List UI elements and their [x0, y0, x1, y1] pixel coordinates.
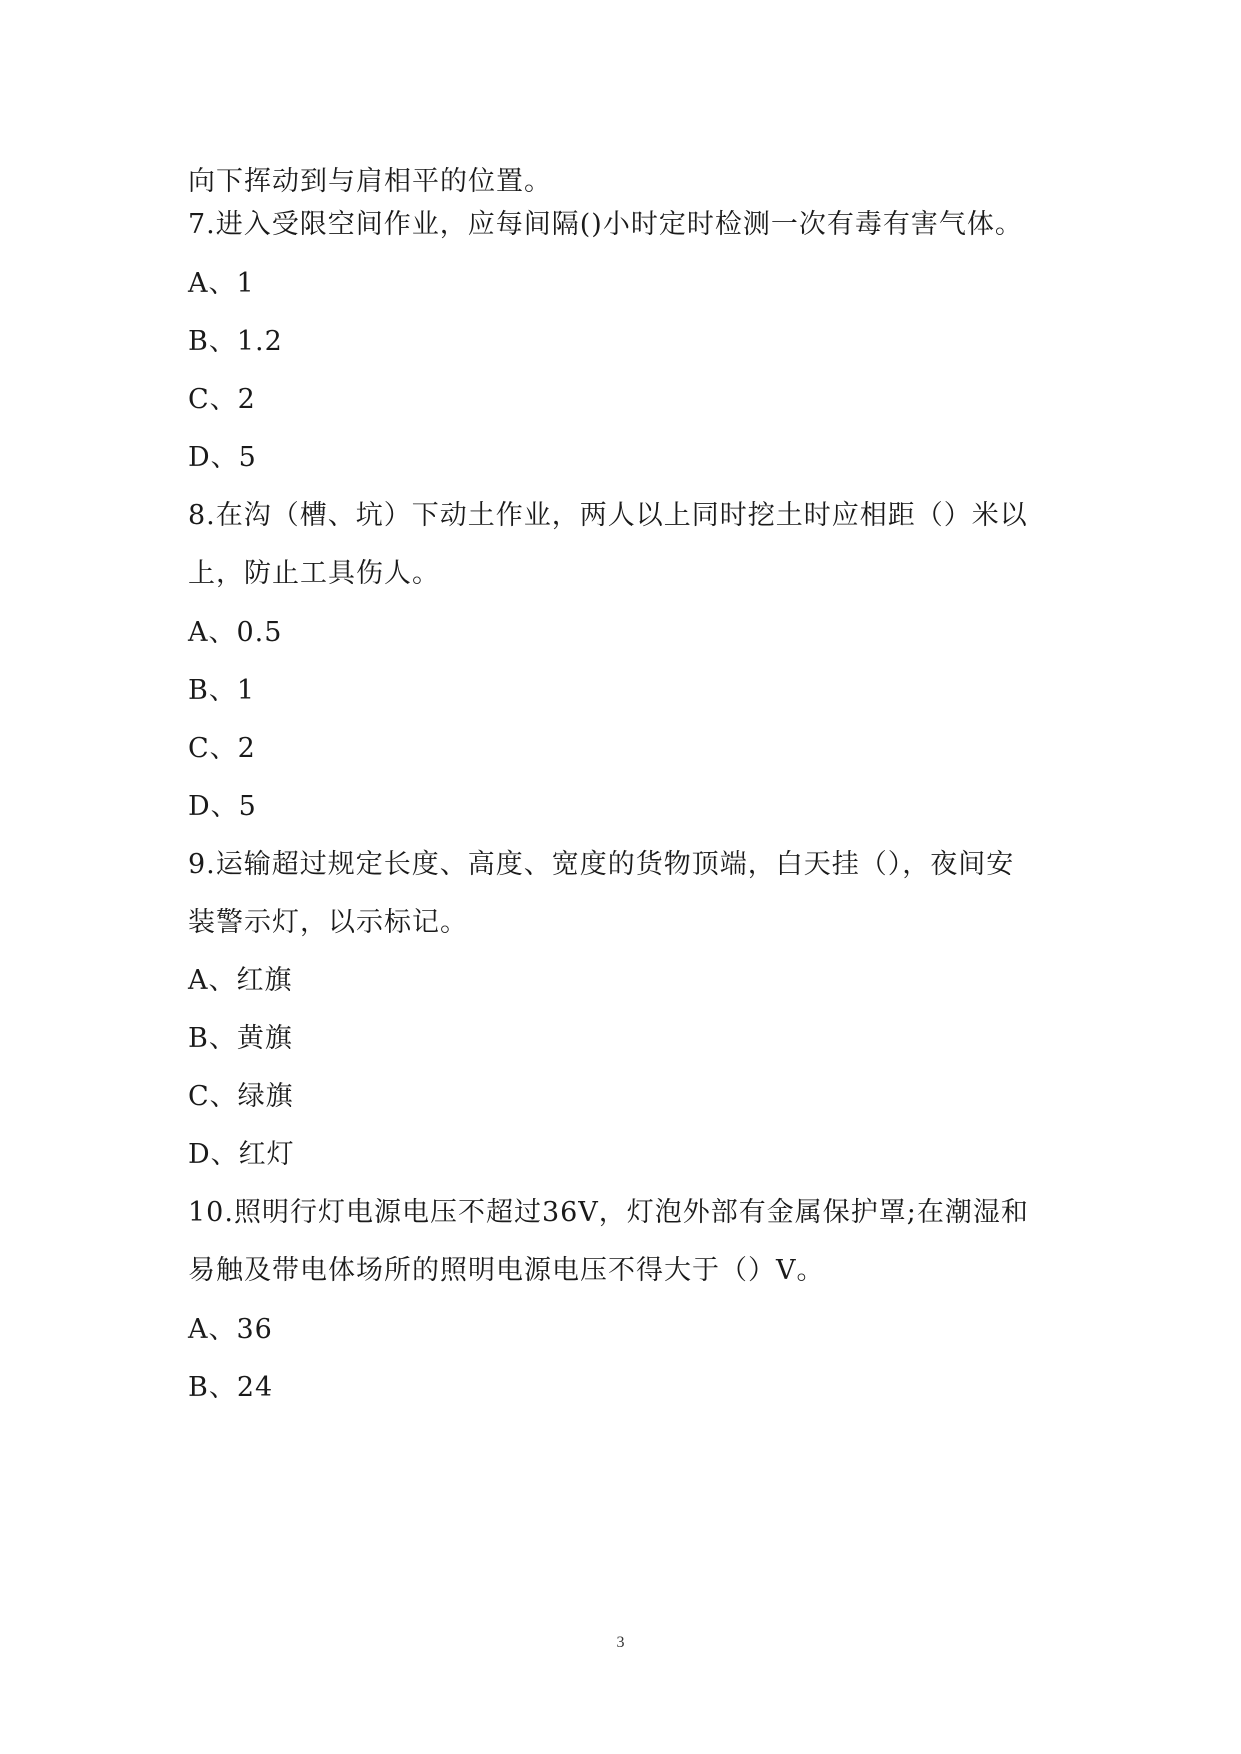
option-b: B、1.2	[188, 326, 283, 357]
option-c: C、绿旗	[188, 1081, 294, 1112]
text-line: 装警示灯，以示标记。	[188, 907, 468, 938]
question-7: 7.进入受限空间作业，应每间隔()小时定时检测一次有毒有害气体。	[188, 209, 1023, 240]
question-9: 9.运输超过规定长度、高度、宽度的货物顶端，白天挂（），夜间安	[188, 849, 1015, 880]
option-a: A、0.5	[188, 617, 283, 648]
text-line: 上，防止工具伤人。	[188, 558, 440, 589]
option-a: A、36	[188, 1314, 273, 1345]
option-d: D、红灯	[188, 1139, 295, 1170]
text-line: 向下挥动到与肩相平的位置。	[188, 166, 552, 197]
option-b: B、黄旗	[188, 1023, 293, 1054]
option-c: C、2	[188, 384, 256, 415]
question-8: 8.在沟（槽、坑）下动土作业，两人以上同时挖土时应相距（）米以	[188, 500, 1028, 531]
page-number: 3	[616, 1634, 625, 1651]
option-a: A、红旗	[188, 965, 293, 996]
option-a: A、1	[188, 268, 255, 299]
question-10: 10.照明行灯电源电压不超过36V，灯泡外部有金属保护罩;在潮湿和	[188, 1197, 1029, 1228]
option-d: D、5	[188, 442, 257, 473]
option-c: C、2	[188, 733, 256, 764]
option-b: B、1	[188, 675, 256, 706]
option-b: B、24	[188, 1372, 274, 1403]
text-line: 易触及带电体场所的照明电源电压不得大于（）V。	[188, 1255, 825, 1286]
option-d: D、5	[188, 791, 257, 822]
